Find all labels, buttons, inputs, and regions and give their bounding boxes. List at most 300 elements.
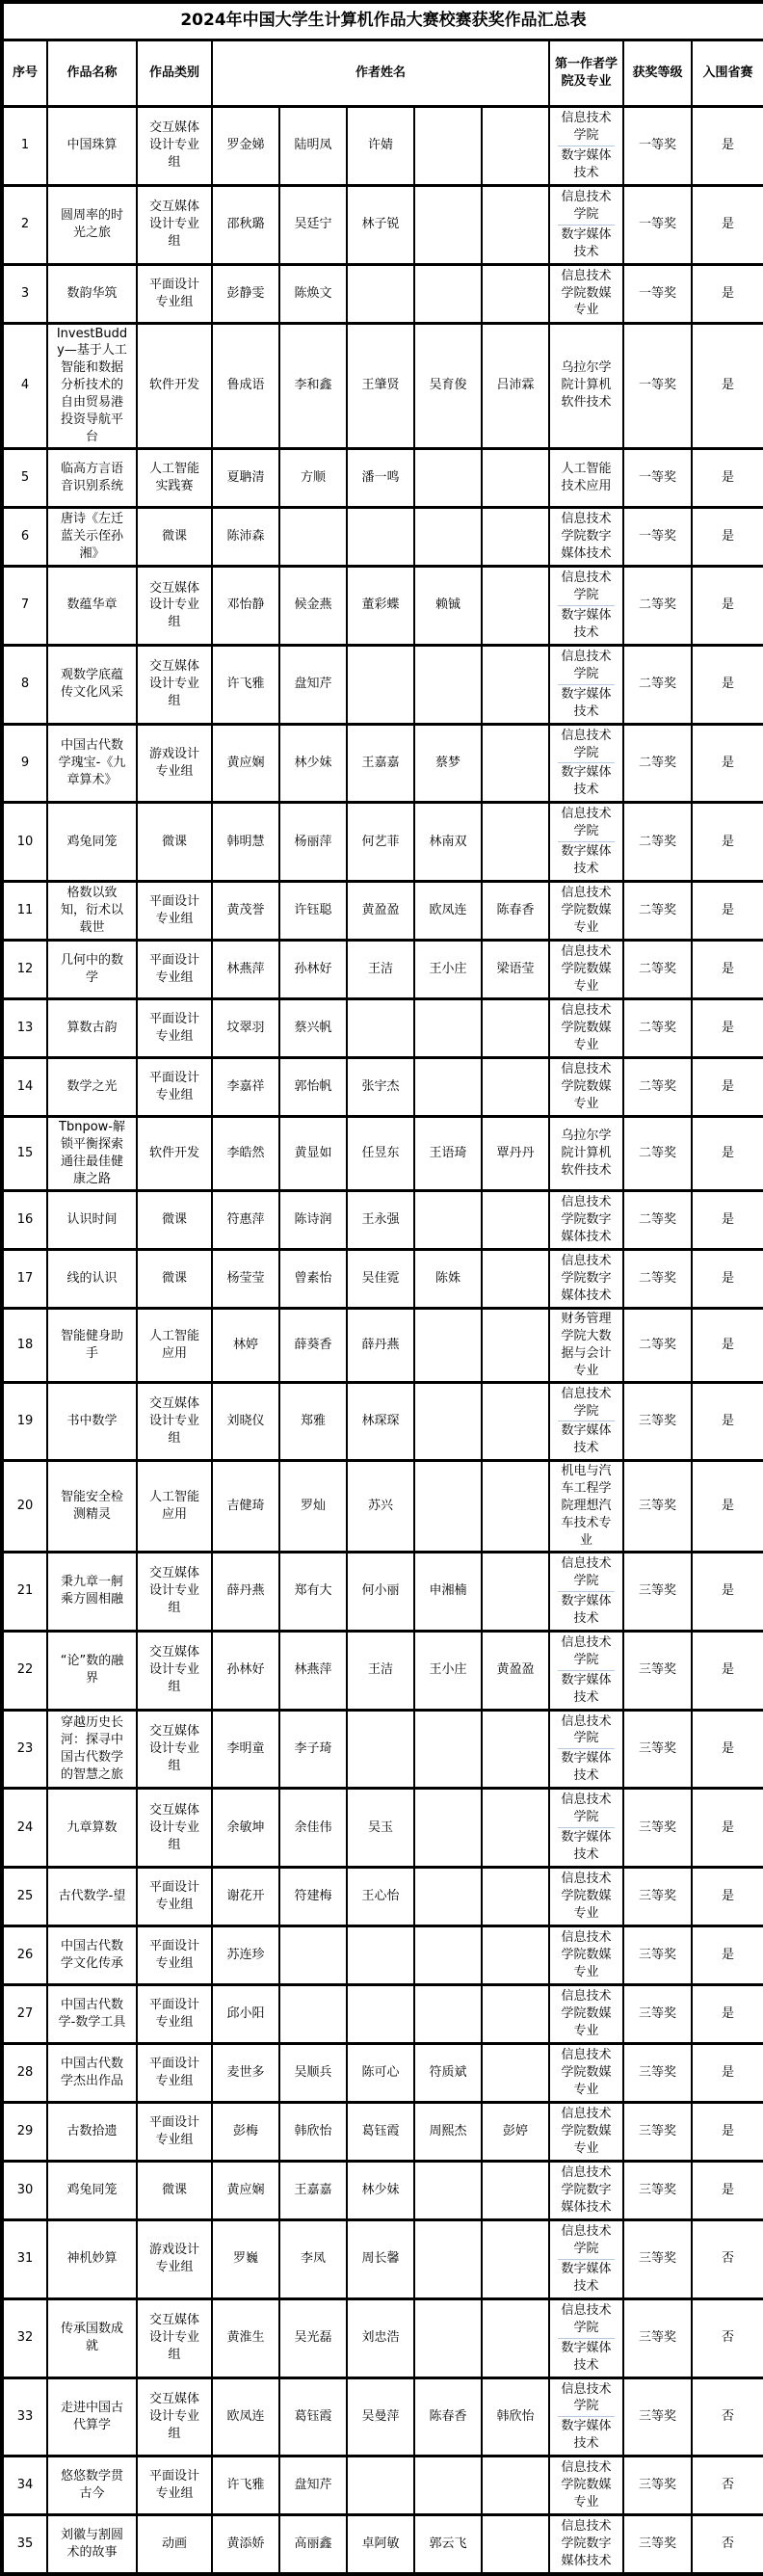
work-name-cell: 古代数学-望 xyxy=(47,1868,137,1926)
author-cell: 李嘉祥 xyxy=(212,1058,279,1117)
row-index-cell: 2 xyxy=(2,185,47,264)
author-cell: 李和鑫 xyxy=(279,323,347,449)
category-cell: 交互媒体设计专业组 xyxy=(137,1382,212,1461)
work-name-cell: 认识时间 xyxy=(47,1190,137,1249)
author-cell: 葛钰霞 xyxy=(279,2377,347,2456)
row-index-cell: 16 xyxy=(2,1190,47,1249)
author-cell: 郭云飞 xyxy=(414,2515,482,2575)
work-name-cell: 中国古代数学文化传承 xyxy=(47,1926,137,1985)
college-cell xyxy=(549,1631,623,1710)
provincial-cell: 是 xyxy=(692,645,763,724)
award-cell: 一等奖 xyxy=(623,449,692,508)
work-name-cell: 穿越历史长河：探寻中国古代数学的智慧之旅 xyxy=(47,1710,137,1789)
author-cell xyxy=(482,1190,549,1249)
college-line: 数字媒体技术 xyxy=(558,2416,615,2454)
college-cell: 信息技术学院数媒专业 xyxy=(549,2044,623,2103)
col-header-category: 作品类别 xyxy=(137,40,212,107)
author-cell: 韩欣怡 xyxy=(482,2377,549,2456)
col-header-provincial: 入围省赛 xyxy=(692,40,763,107)
work-name-cell: 算数古韵 xyxy=(47,999,137,1058)
author-cell xyxy=(347,1710,414,1789)
author-cell: 罗金娣 xyxy=(212,107,279,186)
college-line: 信息技术学院 xyxy=(561,728,612,760)
college-cell xyxy=(549,1553,623,1632)
author-cell xyxy=(414,2220,482,2299)
college-cell: 信息技术学院数字媒体技术 xyxy=(549,1190,623,1249)
table-row xyxy=(2,724,763,803)
table-row xyxy=(2,1868,763,1926)
row-index-cell: 1 xyxy=(2,107,47,186)
college-cell: 信息技术学院数媒专业 xyxy=(549,882,623,941)
author-cell: 林少妹 xyxy=(347,2162,414,2220)
author-cell: 刘晓仪 xyxy=(212,1382,279,1461)
author-cell: 候金燕 xyxy=(279,567,347,646)
col-header-award: 获奖等级 xyxy=(623,40,692,107)
author-cell xyxy=(482,2044,549,2103)
award-cell: 三等奖 xyxy=(623,2377,692,2456)
author-cell: 杨丽萍 xyxy=(279,803,347,882)
table-row xyxy=(2,1382,763,1461)
category-cell: 交互媒体设计专业组 xyxy=(137,1710,212,1789)
author-cell: 陈姝 xyxy=(414,1249,482,1308)
work-name-cell: 鸡兔同笼 xyxy=(47,803,137,882)
college-line: 信息技术学院 xyxy=(561,2224,612,2256)
author-cell: 李明童 xyxy=(212,1710,279,1789)
college-line: 数字媒体技术 xyxy=(558,684,615,722)
page-title: 2024年中国大学生计算机作品大赛校赛获奖作品汇总表 xyxy=(2,2,763,40)
work-name-cell: 唐诗《左迁蓝关示侄孙湘》 xyxy=(47,508,137,567)
row-index-cell: 18 xyxy=(2,1308,47,1382)
row-index-cell: 4 xyxy=(2,323,47,449)
award-cell: 三等奖 xyxy=(623,1926,692,1985)
category-cell: 交互媒体设计专业组 xyxy=(137,1631,212,1710)
provincial-cell: 是 xyxy=(692,803,763,882)
work-name-cell: 书中数学 xyxy=(47,1382,137,1461)
author-cell: 鲁成语 xyxy=(212,323,279,449)
college-line: 数字媒体技术 xyxy=(558,1827,615,1865)
college-cell: 财务管理学院大数据与会计专业 xyxy=(549,1308,623,1382)
provincial-cell: 是 xyxy=(692,1926,763,1985)
row-index-cell: 34 xyxy=(2,2456,47,2515)
work-name-cell: 智能安全检测精灵 xyxy=(47,1461,137,1553)
provincial-cell: 是 xyxy=(692,1868,763,1926)
author-cell xyxy=(347,645,414,724)
author-cell: 卓阿敏 xyxy=(347,2515,414,2575)
author-cell: 盘知芹 xyxy=(279,645,347,724)
row-index-cell: 32 xyxy=(2,2298,47,2377)
author-cell xyxy=(347,508,414,567)
row-index-cell: 15 xyxy=(2,1117,47,1191)
author-cell: 黄应娴 xyxy=(212,2162,279,2220)
author-cell xyxy=(279,1926,347,1985)
college-line: 信息技术学院 xyxy=(561,571,612,602)
row-index-cell: 28 xyxy=(2,2044,47,2103)
author-cell xyxy=(414,999,482,1058)
award-cell: 二等奖 xyxy=(623,1249,692,1308)
row-index-cell: 30 xyxy=(2,2162,47,2220)
college-cell: 乌拉尔学院计算机软件技术 xyxy=(549,323,623,449)
author-cell: 罗灿 xyxy=(279,1461,347,1553)
category-cell: 动画 xyxy=(137,2515,212,2575)
table-row xyxy=(2,323,763,449)
work-name-cell: 智能健身助手 xyxy=(47,1308,137,1382)
table-row xyxy=(2,2456,763,2515)
college-line: 信息技术学院 xyxy=(561,2381,612,2414)
table-row xyxy=(2,1461,763,1553)
award-cell: 二等奖 xyxy=(623,1308,692,1382)
author-cell: 苏兴 xyxy=(347,1461,414,1553)
author-cell: 陈沛森 xyxy=(212,508,279,567)
category-cell: 交互媒体设计专业组 xyxy=(137,567,212,646)
author-cell: 邵秋璐 xyxy=(212,185,279,264)
author-cell: 薛丹燕 xyxy=(347,1308,414,1382)
award-cell: 二等奖 xyxy=(623,645,692,724)
work-name-cell: 观数学底蕴传文化风采 xyxy=(47,645,137,724)
author-cell xyxy=(414,1710,482,1789)
award-cell: 三等奖 xyxy=(623,2220,692,2299)
work-name-cell: 格数以致知，衍术以载世 xyxy=(47,882,137,941)
table-row xyxy=(2,2220,763,2299)
row-index-cell: 13 xyxy=(2,999,47,1058)
author-cell: 黄盈盈 xyxy=(482,1631,549,1710)
award-cell: 二等奖 xyxy=(623,882,692,941)
author-cell xyxy=(347,264,414,323)
college-line: 信息技术学院 xyxy=(561,189,612,222)
row-index-cell: 6 xyxy=(2,508,47,567)
work-name-cell: 临高方言语音识别系统 xyxy=(47,449,137,508)
college-cell: 信息技术学院数字媒体技术 xyxy=(549,2162,623,2220)
college-cell xyxy=(549,2377,623,2456)
award-cell: 二等奖 xyxy=(623,724,692,803)
author-cell: 王小庄 xyxy=(414,1631,482,1710)
author-cell xyxy=(482,2515,549,2575)
author-cell xyxy=(414,1058,482,1117)
table-row xyxy=(2,1190,763,1249)
author-cell: 申湘楠 xyxy=(414,1553,482,1632)
work-name-cell: 九章算数 xyxy=(47,1789,137,1868)
author-cell: 林少妹 xyxy=(279,724,347,803)
provincial-cell: 否 xyxy=(692,2456,763,2515)
author-cell: 王心怡 xyxy=(347,1868,414,1926)
award-cell: 三等奖 xyxy=(623,1985,692,2044)
college-cell xyxy=(549,1789,623,1868)
author-cell: 林琛琛 xyxy=(347,1382,414,1461)
category-cell: 微课 xyxy=(137,2162,212,2220)
table-row xyxy=(2,941,763,999)
author-cell: 郑有大 xyxy=(279,1553,347,1632)
row-index-cell: 8 xyxy=(2,645,47,724)
row-index-cell: 33 xyxy=(2,2377,47,2456)
provincial-cell: 是 xyxy=(692,449,763,508)
author-cell: 蔡梦 xyxy=(414,724,482,803)
col-header-authors: 作者姓名 xyxy=(212,40,549,107)
table-row xyxy=(2,1117,763,1191)
author-cell: 李凤 xyxy=(279,2220,347,2299)
author-cell xyxy=(482,264,549,323)
table-row xyxy=(2,1710,763,1789)
row-index-cell: 17 xyxy=(2,1249,47,1308)
work-name-cell: 秉九章一舸 乘方圆相融 xyxy=(47,1553,137,1632)
author-cell xyxy=(414,185,482,264)
award-cell: 二等奖 xyxy=(623,567,692,646)
row-index-cell: 27 xyxy=(2,1985,47,2044)
row-index-cell: 23 xyxy=(2,1710,47,1789)
author-cell: 吴廷宁 xyxy=(279,185,347,264)
category-cell: 平面设计专业组 xyxy=(137,2044,212,2103)
award-cell: 三等奖 xyxy=(623,2515,692,2575)
work-name-cell: 几何中的数学 xyxy=(47,941,137,999)
author-cell xyxy=(482,645,549,724)
college-line: 数字媒体技术 xyxy=(558,1670,615,1708)
author-cell: 陈焕文 xyxy=(279,264,347,323)
table-row xyxy=(2,882,763,941)
table-row xyxy=(2,2162,763,2220)
author-cell: 刘忠浩 xyxy=(347,2298,414,2377)
provincial-cell: 是 xyxy=(692,1461,763,1553)
provincial-cell: 是 xyxy=(692,2103,763,2162)
provincial-cell: 是 xyxy=(692,567,763,646)
author-cell xyxy=(482,1789,549,1868)
provincial-cell: 否 xyxy=(692,2515,763,2575)
author-cell: 许飞雅 xyxy=(212,645,279,724)
work-name-cell: “论”数的融界 xyxy=(47,1631,137,1710)
award-cell: 三等奖 xyxy=(623,1461,692,1553)
award-cell: 二等奖 xyxy=(623,1190,692,1249)
author-cell: 高丽鑫 xyxy=(279,2515,347,2575)
category-cell: 交互媒体设计专业组 xyxy=(137,1553,212,1632)
author-cell xyxy=(482,1461,549,1553)
row-index-cell: 22 xyxy=(2,1631,47,1710)
author-cell: 周长馨 xyxy=(347,2220,414,2299)
author-cell: 麦世多 xyxy=(212,2044,279,2103)
provincial-cell: 是 xyxy=(692,1985,763,2044)
table-row xyxy=(2,185,763,264)
work-name-cell: 走进中国古代算学 xyxy=(47,2377,137,2456)
header-row xyxy=(2,40,763,107)
college-cell: 信息技术学院数字媒体技术 xyxy=(549,2515,623,2575)
author-cell: 方顺 xyxy=(279,449,347,508)
table-row xyxy=(2,1553,763,1632)
college-line: 数字媒体技术 xyxy=(558,841,615,879)
provincial-cell: 是 xyxy=(692,2162,763,2220)
row-index-cell: 21 xyxy=(2,1553,47,1632)
award-cell: 二等奖 xyxy=(623,803,692,882)
author-cell: 周熙杰 xyxy=(414,2103,482,2162)
author-cell xyxy=(414,508,482,567)
award-cell: 一等奖 xyxy=(623,323,692,449)
author-cell xyxy=(414,1926,482,1985)
college-cell xyxy=(549,1710,623,1789)
table-body xyxy=(2,107,763,2575)
author-cell: 王嘉嘉 xyxy=(279,2162,347,2220)
author-cell: 盘知芹 xyxy=(279,2456,347,2515)
award-cell: 三等奖 xyxy=(623,1789,692,1868)
provincial-cell: 是 xyxy=(692,107,763,186)
award-cell: 三等奖 xyxy=(623,1868,692,1926)
work-name-cell: 数蕴华章 xyxy=(47,567,137,646)
title-row xyxy=(2,2,763,40)
provincial-cell: 是 xyxy=(692,1249,763,1308)
author-cell: 吴光磊 xyxy=(279,2298,347,2377)
author-cell xyxy=(482,999,549,1058)
author-cell: 王洁 xyxy=(347,1631,414,1710)
author-cell: 邱小阳 xyxy=(212,1985,279,2044)
table-row xyxy=(2,999,763,1058)
author-cell xyxy=(414,1789,482,1868)
table-row xyxy=(2,2103,763,2162)
award-cell: 三等奖 xyxy=(623,2456,692,2515)
table-row xyxy=(2,449,763,508)
college-cell: 信息技术学院数字媒体技术 xyxy=(549,508,623,567)
author-cell: 蔡兴帆 xyxy=(279,999,347,1058)
author-cell: 许钰聪 xyxy=(279,882,347,941)
author-cell xyxy=(482,803,549,882)
author-cell xyxy=(482,1308,549,1382)
author-cell: 李皓然 xyxy=(212,1117,279,1191)
work-name-cell: 中国古代数学-数学工具 xyxy=(47,1985,137,2044)
work-name-cell: 中国古代数学杰出作品 xyxy=(47,2044,137,2103)
author-cell: 苏连珍 xyxy=(212,1926,279,1985)
category-cell: 交互媒体设计专业组 xyxy=(137,645,212,724)
category-cell: 平面设计专业组 xyxy=(137,1926,212,1985)
category-cell: 人工智能应用 xyxy=(137,1308,212,1382)
college-cell: 信息技术学院数媒专业 xyxy=(549,2456,623,2515)
provincial-cell: 是 xyxy=(692,1190,763,1249)
category-cell: 平面设计专业组 xyxy=(137,2103,212,2162)
author-cell: 董彩蝶 xyxy=(347,567,414,646)
author-cell: 王嘉嘉 xyxy=(347,724,414,803)
college-cell xyxy=(549,567,623,646)
college-line: 信息技术学院 xyxy=(561,111,612,143)
award-cell: 三等奖 xyxy=(623,2298,692,2377)
college-cell: 信息技术学院数媒专业 xyxy=(549,2103,623,2162)
award-cell: 三等奖 xyxy=(623,2103,692,2162)
author-cell: 彭静雯 xyxy=(212,264,279,323)
provincial-cell: 是 xyxy=(692,1382,763,1461)
author-cell: 许婧 xyxy=(347,107,414,186)
author-cell: 彭婷 xyxy=(482,2103,549,2162)
author-cell: 余敏坤 xyxy=(212,1789,279,1868)
author-cell: 王洁 xyxy=(347,941,414,999)
college-cell xyxy=(549,107,623,186)
author-cell xyxy=(482,449,549,508)
provincial-cell: 否 xyxy=(692,2298,763,2377)
table-row xyxy=(2,803,763,882)
author-cell: 陈春香 xyxy=(414,2377,482,2456)
author-cell xyxy=(482,1382,549,1461)
provincial-cell: 是 xyxy=(692,1308,763,1382)
author-cell xyxy=(414,2162,482,2220)
author-cell: 王永强 xyxy=(347,1190,414,1249)
category-cell: 软件开发 xyxy=(137,1117,212,1191)
author-cell: 吴曼萍 xyxy=(347,2377,414,2456)
college-cell: 信息技术学院数字媒体技术 xyxy=(549,1249,623,1308)
author-cell xyxy=(482,2456,549,2515)
work-name-cell: 悠悠数学贯古今 xyxy=(47,2456,137,2515)
work-name-cell: 线的认识 xyxy=(47,1249,137,1308)
col-header-work-name: 作品名称 xyxy=(47,40,137,107)
author-cell: 郑雅 xyxy=(279,1382,347,1461)
author-cell: 林子锐 xyxy=(347,185,414,264)
row-index-cell: 29 xyxy=(2,2103,47,2162)
college-line: 数字媒体技术 xyxy=(558,2259,615,2297)
author-cell: 何小丽 xyxy=(347,1553,414,1632)
author-cell xyxy=(414,1382,482,1461)
author-cell: 坟翠羽 xyxy=(212,999,279,1058)
category-cell: 平面设计专业组 xyxy=(137,2456,212,2515)
author-cell: 王肇贤 xyxy=(347,323,414,449)
author-cell: 林婷 xyxy=(212,1308,279,1382)
award-cell: 一等奖 xyxy=(623,185,692,264)
author-cell: 黄茂誉 xyxy=(212,882,279,941)
category-cell: 人工智能应用 xyxy=(137,1461,212,1553)
author-cell: 黄盈盈 xyxy=(347,882,414,941)
provincial-cell: 是 xyxy=(692,1710,763,1789)
author-cell: 覃丹丹 xyxy=(482,1117,549,1191)
category-cell: 平面设计专业组 xyxy=(137,1868,212,1926)
author-cell: 林燕萍 xyxy=(212,941,279,999)
college-cell: 信息技术学院数媒专业 xyxy=(549,1985,623,2044)
college-cell xyxy=(549,724,623,803)
category-cell: 交互媒体设计专业组 xyxy=(137,107,212,186)
table-row xyxy=(2,1985,763,2044)
provincial-cell: 是 xyxy=(692,882,763,941)
college-cell: 机电与汽车工程学院理想汽车技术专业 xyxy=(549,1461,623,1553)
author-cell: 陆明凤 xyxy=(279,107,347,186)
author-cell: 曾素怡 xyxy=(279,1249,347,1308)
college-line: 数字媒体技术 xyxy=(558,762,615,800)
author-cell: 罗巍 xyxy=(212,2220,279,2299)
author-cell: 欧凤连 xyxy=(212,2377,279,2456)
row-index-cell: 24 xyxy=(2,1789,47,1868)
author-cell xyxy=(347,999,414,1058)
author-cell xyxy=(414,645,482,724)
row-index-cell: 7 xyxy=(2,567,47,646)
award-cell: 三等奖 xyxy=(623,1553,692,1632)
author-cell: 陈可心 xyxy=(347,2044,414,2103)
author-cell: 王语琦 xyxy=(414,1117,482,1191)
provincial-cell: 是 xyxy=(692,264,763,323)
author-cell: 符建梅 xyxy=(279,1868,347,1926)
author-cell: 符惠萍 xyxy=(212,1190,279,1249)
author-cell xyxy=(347,1926,414,1985)
college-cell xyxy=(549,1382,623,1461)
college-cell xyxy=(549,2220,623,2299)
author-cell xyxy=(414,1308,482,1382)
award-cell: 一等奖 xyxy=(623,107,692,186)
college-line: 信息技术学院 xyxy=(561,1793,612,1825)
table-row xyxy=(2,2515,763,2575)
work-name-cell: 中国古代数学瑰宝-《九章算术》 xyxy=(47,724,137,803)
table-row xyxy=(2,2377,763,2456)
author-cell xyxy=(482,2220,549,2299)
author-cell: 韩欣怡 xyxy=(279,2103,347,2162)
author-cell: 吴顺兵 xyxy=(279,2044,347,2103)
work-name-cell: 数韵华筑 xyxy=(47,264,137,323)
author-cell: 陈诗润 xyxy=(279,1190,347,1249)
category-cell: 平面设计专业组 xyxy=(137,882,212,941)
author-cell: 任昱东 xyxy=(347,1117,414,1191)
author-cell xyxy=(414,449,482,508)
author-cell xyxy=(482,724,549,803)
college-line: 数字媒体技术 xyxy=(558,605,615,643)
author-cell xyxy=(414,1190,482,1249)
category-cell: 游戏设计专业组 xyxy=(137,2220,212,2299)
work-name-cell: 神机妙算 xyxy=(47,2220,137,2299)
author-cell: 孙林好 xyxy=(212,1631,279,1710)
author-cell: 许飞雅 xyxy=(212,2456,279,2515)
table-row xyxy=(2,2044,763,2103)
